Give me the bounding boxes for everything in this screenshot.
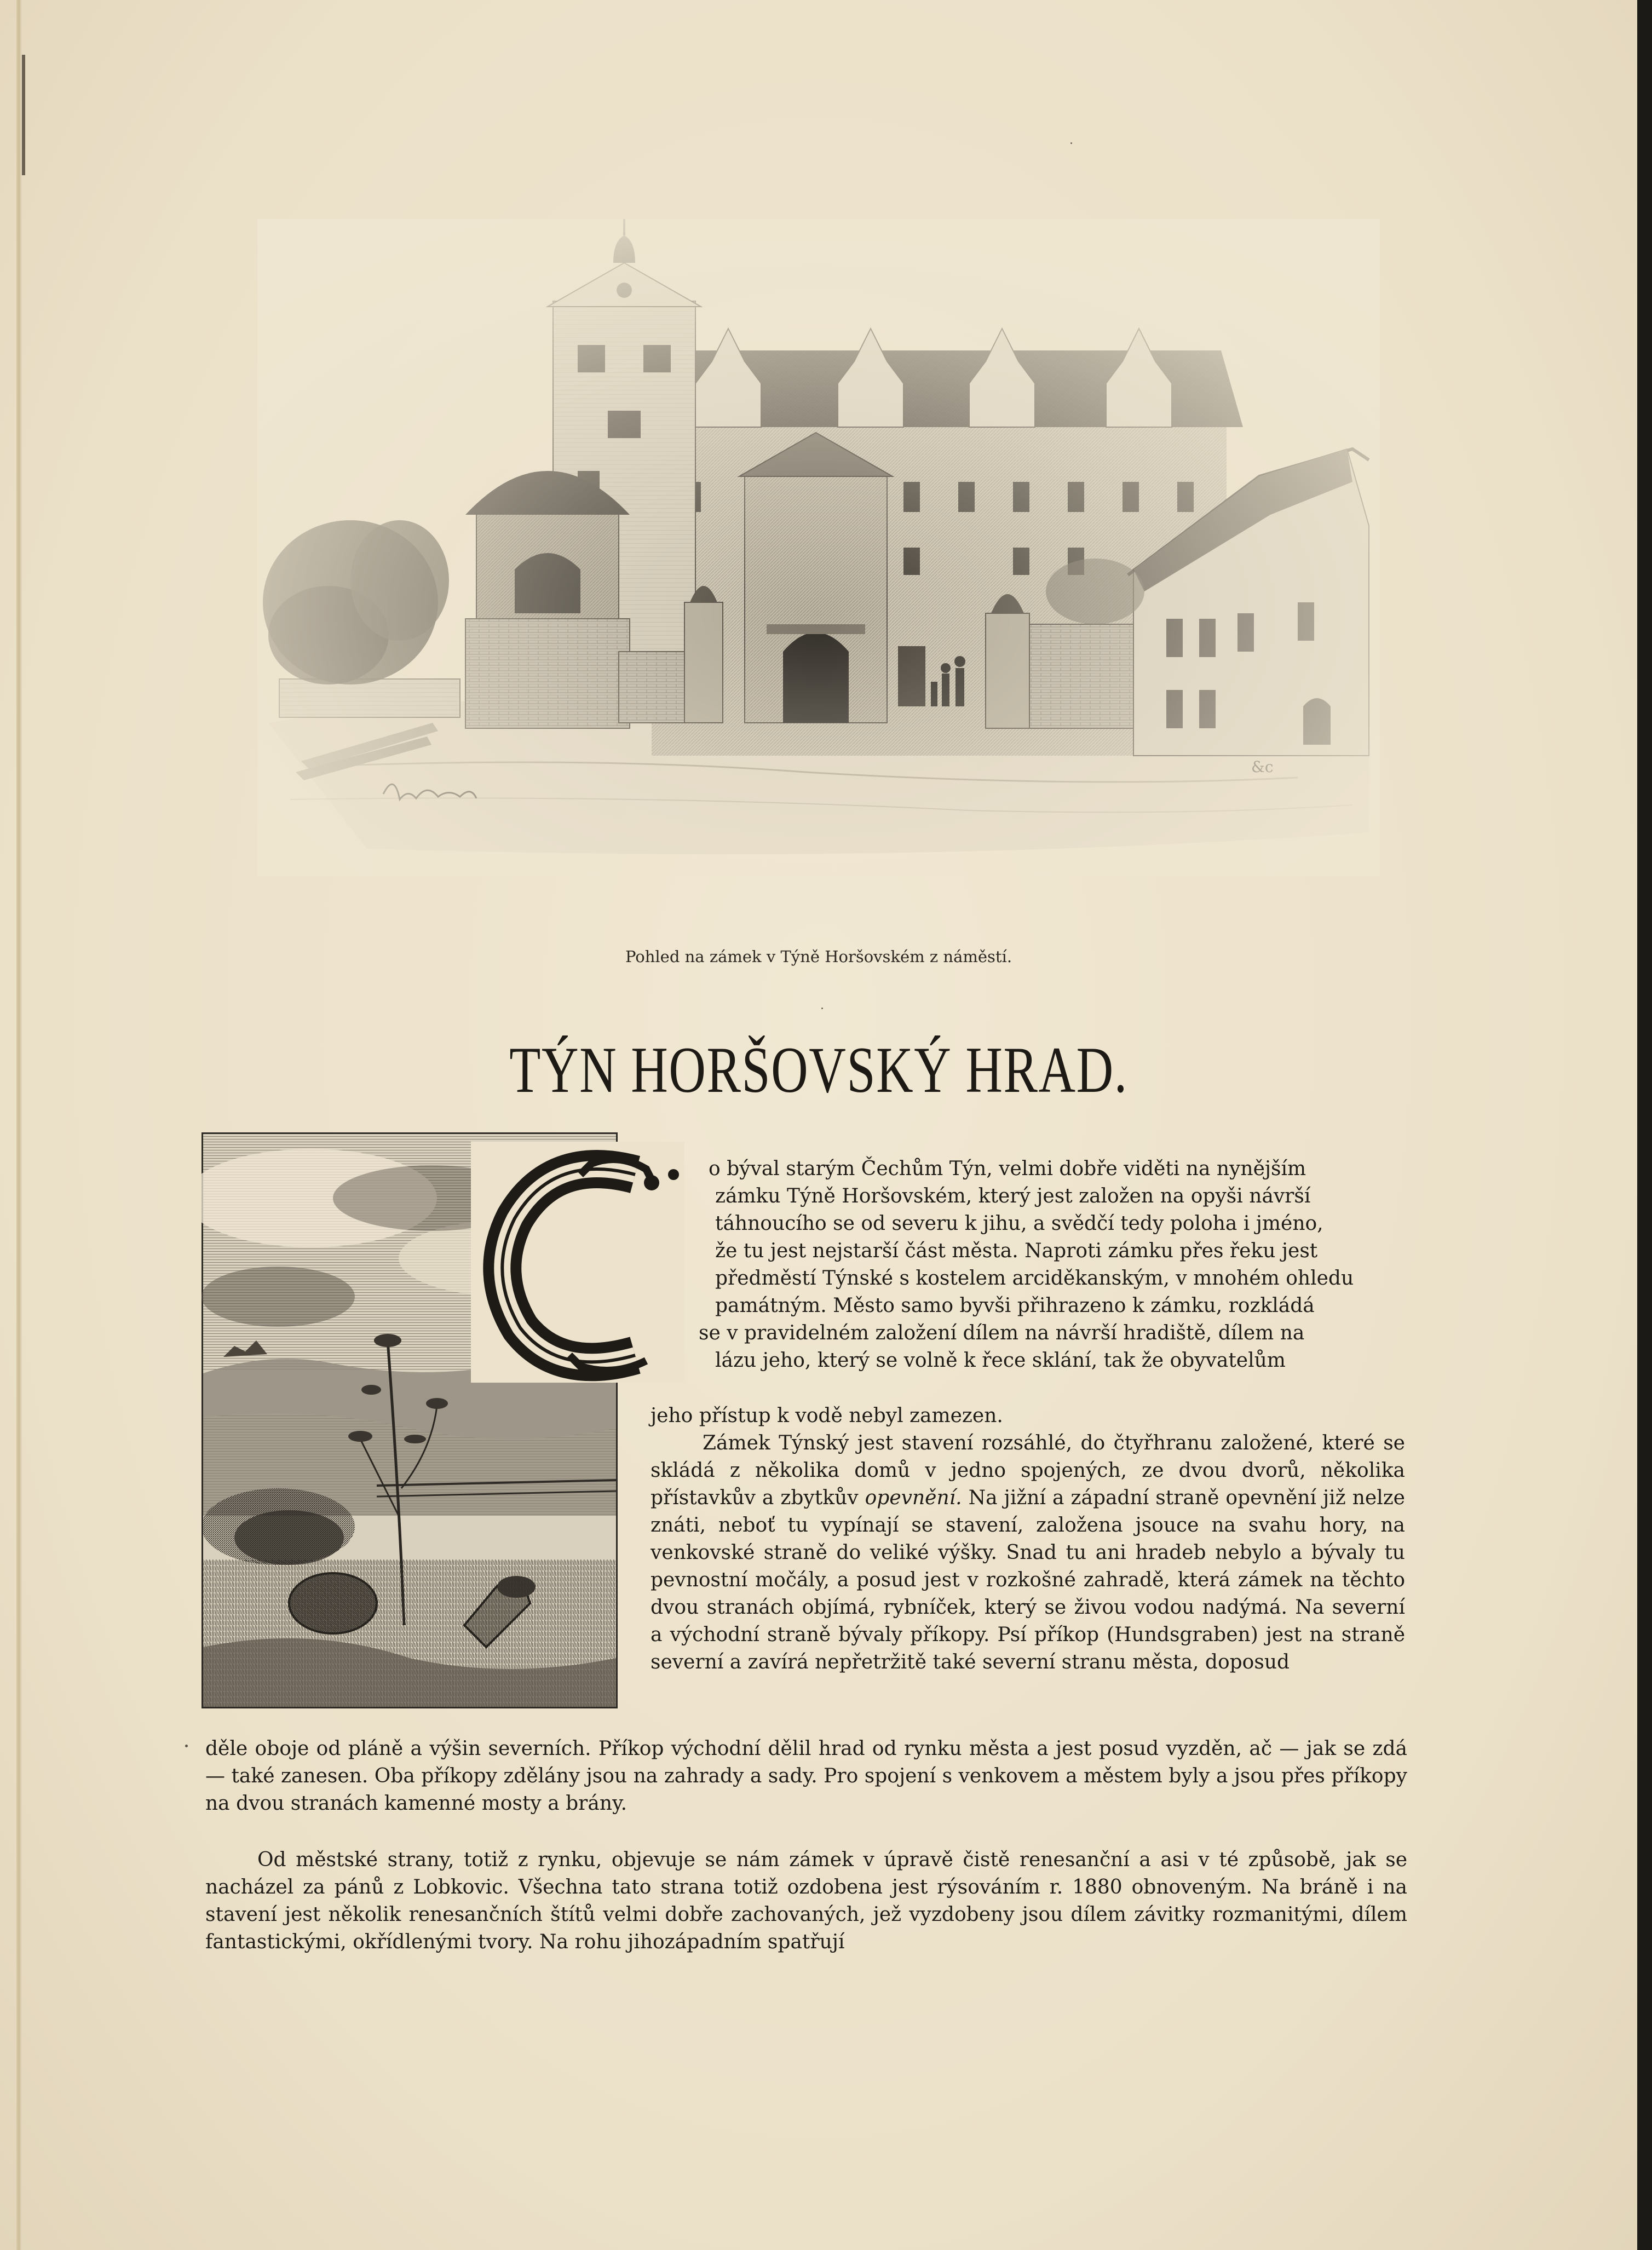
para1-line-8: lázu jeho, který se volně k řece sklání, tak že obyvatelům bbox=[715, 1349, 1286, 1372]
drop-cap bbox=[471, 1142, 684, 1383]
paragraph-2-wide bbox=[205, 1735, 1407, 1817]
para2-rest: Na jižní a západní straně opevnění již nelze znáti, neboť tu vypínají se stavení, založena jsouce na svahu hory, na venkovské straně do veliké výšky. Snad tu ani hradeb nebylo a bývaly tu pevnostní močály, a posud jest v rozkošné zahradě, která zámek na těchto dvou stranách objímá, rybníček, který se živou vodou nadýmá. Na severní a východní straně bývaly příkopy. Psí příkop (Hundsgraben) jest na straně severní a zavírá nepřetržitě také severní stranu města, doposud bbox=[651, 1487, 1405, 1673]
para2-start: Zámek Týnský jest stavení rozsáhlé, do čtyřhranu založené, které se skládá z několika domů v jedno spojených, ze dvou dvorů, několika přístavkův a zbytkův bbox=[651, 1432, 1405, 1509]
paper-speck bbox=[821, 1008, 823, 1009]
page-title: TÝN HORŠOVSKÝ HRAD. bbox=[509, 1033, 1128, 1106]
page-spine bbox=[16, 0, 22, 2250]
para1-line-2: zámku Týně Horšovském, který jest založen na opyši návrší bbox=[715, 1185, 1311, 1207]
para1-line-1: o býval starým Čechům Týn, velmi dobře viděti na nynějším bbox=[709, 1158, 1306, 1180]
figure-caption: Pohled na zámek v Týně Horšovském z náměstí. bbox=[625, 947, 1012, 966]
para1-line-6: památným. Město samo byvši přihrazeno k zámku, rozkládá bbox=[715, 1294, 1315, 1317]
binding-mark bbox=[22, 55, 25, 175]
para1-line-3: táhnoucího se od severu k jihu, a svědčí tedy poloha i jméno, bbox=[715, 1212, 1323, 1235]
margin-dot bbox=[185, 1745, 188, 1747]
castle-engraving-svg bbox=[257, 219, 1380, 876]
para1-line-7: se v pravidelném založení dílem na návrší hradiště, dílem na bbox=[699, 1322, 1305, 1344]
paragraph-2-column bbox=[651, 1402, 1405, 1676]
paragraph-3 bbox=[205, 1846, 1407, 1956]
para1-line-9: jeho přístup k vodě nebyl zamezen. bbox=[651, 1405, 1003, 1427]
page-edge-shadow bbox=[1637, 0, 1652, 2250]
drop-cap-svg bbox=[471, 1142, 684, 1383]
para1-line-5: předměstí Týnské s kostelem arciděkanským, v mnohém ohledu bbox=[715, 1267, 1354, 1290]
para1-line-4: že tu jest nejstarší část města. Naproti zámku přes řeku jest bbox=[715, 1240, 1318, 1262]
paragraph-1-narrow bbox=[699, 1155, 1405, 1374]
castle-engraving bbox=[257, 219, 1380, 876]
paragraph-2 bbox=[651, 1430, 1405, 1676]
para3-text: Od městské strany, totiž z rynku, objevuje se nám zámek v úpravě čistě renesanční a asi v té způsobě, jak se nacházel za pánů z Lobkovic. Všechna tato strana totiž ozdobena jest rýsováním r. 1880 obnoveným. Na bráně i na stavení jest několik renesančních štítů velmi dobře zachovaných, jež vyzdobeny jsou dílem závitky rozmanitými, dílem fantastickými, okřídlenými tvory. Na rohu jihozápadním spatřují bbox=[205, 1849, 1407, 1953]
paper-speck bbox=[1070, 142, 1072, 144]
para2-wide-text: děle oboje od pláně a výšin severních. Příkop východní dělil hrad od rynku města a jest posud vyzděn, ač — jak se zdá — také zanesen. Oba příkopy zdělány jsou na zahrady a sady. Pro spojení s venkovem a městem byly a jsou přes příkopy na dvou stranách kamenné mosty a brány. bbox=[205, 1737, 1407, 1815]
para2-emphasis: opevnění. bbox=[865, 1487, 962, 1509]
